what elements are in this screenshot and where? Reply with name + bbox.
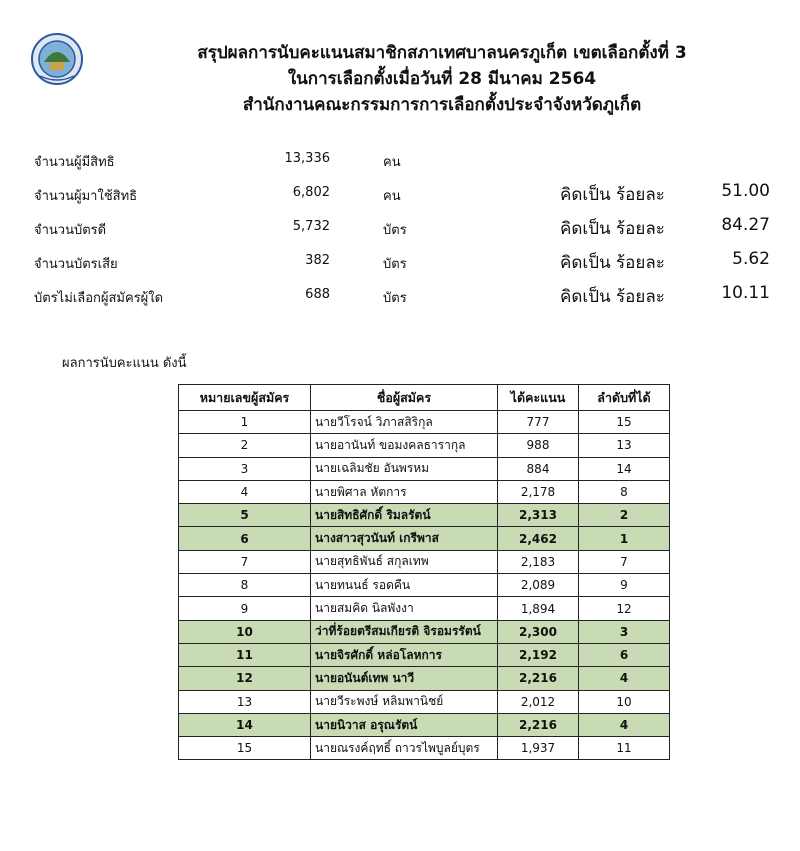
stat-value: 688 [305, 287, 330, 302]
summary-stats [0, 145, 800, 315]
cell-candidate-name: นายจิรศักดิ์ หล่อโลหการ [311, 643, 498, 666]
stat-percent-label: คิดเป็น ร้อยละ [560, 253, 665, 273]
stat-row-turnout [0, 179, 800, 213]
cell-candidate-number: 1 [179, 411, 311, 434]
table-row [179, 527, 670, 550]
cell-candidate-name: นายทนนธ์ รอดคืน [311, 574, 498, 597]
table-row [179, 434, 670, 457]
stat-label: จำนวนบัตรเสีย [34, 257, 118, 272]
cell-candidate-number: 4 [179, 480, 311, 503]
stat-percent: 84.27 [721, 215, 770, 235]
report-header [92, 40, 792, 118]
stat-value: 382 [305, 253, 330, 268]
cell-votes: 1,894 [498, 597, 579, 620]
cell-candidate-number: 8 [179, 574, 311, 597]
cell-votes: 2,300 [498, 620, 579, 643]
cell-votes: 2,089 [498, 574, 579, 597]
stat-row-no-vote-ballots [0, 281, 800, 315]
table-row [179, 504, 670, 527]
cell-candidate-number: 6 [179, 527, 311, 550]
cell-candidate-number: 9 [179, 597, 311, 620]
cell-votes: 988 [498, 434, 579, 457]
cell-rank: 10 [579, 690, 670, 713]
stat-value: 6,802 [292, 185, 330, 200]
stat-label: จำนวนบัตรดี [34, 223, 107, 238]
stat-unit: บัตร [383, 223, 407, 238]
table-row [179, 550, 670, 573]
municipality-seal-logo [30, 32, 84, 86]
cell-votes: 777 [498, 411, 579, 434]
cell-candidate-name: นายอนันต์เทพ นาวี [311, 667, 498, 690]
cell-candidate-name: นายอานันท์ ขอมงคลธารากุล [311, 434, 498, 457]
cell-rank: 13 [579, 434, 670, 457]
stat-label: จำนวนผู้มีสิทธิ [34, 155, 115, 170]
cell-votes: 884 [498, 457, 579, 480]
stat-unit: คน [383, 189, 401, 204]
cell-votes: 2,216 [498, 713, 579, 736]
column-header-rank: ลำดับที่ได้ [579, 385, 670, 411]
cell-candidate-number: 15 [179, 737, 311, 760]
cell-candidate-name: นายสิทธิศักดิ์ ริมลรัตน์ [311, 504, 498, 527]
table-row [179, 690, 670, 713]
cell-rank: 15 [579, 411, 670, 434]
stat-unit: คน [383, 155, 401, 170]
cell-candidate-name: นายเฉลิมชัย อันพรหม [311, 457, 498, 480]
stat-value: 5,732 [292, 219, 330, 234]
cell-rank: 1 [579, 527, 670, 550]
cell-rank: 4 [579, 713, 670, 736]
column-header-candidate-name: ชื่อผู้สมัคร [311, 385, 498, 411]
table-row [179, 713, 670, 736]
stat-value: 13,336 [284, 151, 330, 166]
cell-candidate-number: 7 [179, 550, 311, 573]
cell-candidate-name: นายนิวาส อรุณรัตน์ [311, 713, 498, 736]
table-row [179, 574, 670, 597]
table-row [179, 620, 670, 643]
cell-votes: 2,012 [498, 690, 579, 713]
cell-rank: 3 [579, 620, 670, 643]
cell-candidate-name: ว่าที่ร้อยตรีสมเกียรติ จิรอมรรัตน์ [311, 620, 498, 643]
results-title: ผลการนับคะแนน ดังนี้ [62, 356, 187, 371]
cell-candidate-number: 10 [179, 620, 311, 643]
cell-candidate-name: นายณรงค์ฤทธิ์ ถาวรไพบูลย์บุตร [311, 737, 498, 760]
results-table [178, 384, 670, 760]
results-table-body [179, 411, 670, 760]
header-title: สรุปผลการนับคะแนนสมาชิกสภาเทศบาลนครภูเก็ต เขตเลือกตั้งที่ 3 [197, 43, 687, 63]
column-header-candidate-number: หมายเลขผู้สมัคร [179, 385, 311, 411]
cell-votes: 2,313 [498, 504, 579, 527]
column-header-votes: ได้คะแนน [498, 385, 579, 411]
cell-candidate-number: 5 [179, 504, 311, 527]
stat-percent: 10.11 [721, 283, 770, 303]
stat-row-eligible-voters [0, 145, 800, 179]
stat-label: จำนวนผู้มาใช้สิทธิ [34, 189, 138, 204]
header-office: สำนักงานคณะกรรมการการเลือกตั้งประจำจังหวัดภูเก็ต [242, 95, 642, 115]
cell-candidate-name: นายวีโรจน์ วิภาสสิริกุล [311, 411, 498, 434]
cell-votes: 2,183 [498, 550, 579, 573]
cell-rank: 9 [579, 574, 670, 597]
table-row [179, 480, 670, 503]
table-row [179, 667, 670, 690]
cell-votes: 2,178 [498, 480, 579, 503]
cell-rank: 14 [579, 457, 670, 480]
cell-candidate-number: 14 [179, 713, 311, 736]
stat-label: บัตรไม่เลือกผู้สมัครผู้ใด [34, 291, 164, 306]
stat-row-valid-ballots [0, 213, 800, 247]
cell-rank: 7 [579, 550, 670, 573]
cell-votes: 2,216 [498, 667, 579, 690]
cell-votes: 2,192 [498, 643, 579, 666]
table-row [179, 643, 670, 666]
table-row [179, 457, 670, 480]
stat-percent: 5.62 [732, 249, 770, 269]
cell-rank: 11 [579, 737, 670, 760]
cell-rank: 4 [579, 667, 670, 690]
table-row [179, 597, 670, 620]
cell-candidate-name: นางสาวสุวนันท์ เกรีพาส [311, 527, 498, 550]
stat-row-invalid-ballots [0, 247, 800, 281]
cell-candidate-number: 11 [179, 643, 311, 666]
stat-percent: 51.00 [721, 181, 770, 201]
cell-candidate-name: นายสมคิด นิลพังงา [311, 597, 498, 620]
stat-percent-label: คิดเป็น ร้อยละ [560, 185, 665, 205]
header-election-date: ในการเลือกตั้งเมื่อวันที่ 28 มีนาคม 2564 [287, 69, 597, 89]
cell-votes: 2,462 [498, 527, 579, 550]
cell-candidate-number: 2 [179, 434, 311, 457]
table-row [179, 411, 670, 434]
cell-votes: 1,937 [498, 737, 579, 760]
cell-candidate-number: 3 [179, 457, 311, 480]
table-row [179, 737, 670, 760]
cell-rank: 12 [579, 597, 670, 620]
cell-candidate-number: 13 [179, 690, 311, 713]
stat-percent-label: คิดเป็น ร้อยละ [560, 219, 665, 239]
cell-candidate-number: 12 [179, 667, 311, 690]
cell-rank: 6 [579, 643, 670, 666]
cell-candidate-name: นายสุทธิพันธ์ สกุลเทพ [311, 550, 498, 573]
cell-candidate-name: นายพิศาล หัตการ [311, 480, 498, 503]
cell-rank: 2 [579, 504, 670, 527]
stat-unit: บัตร [383, 257, 407, 272]
cell-candidate-name: นายวีระพงษ์ หลิมพานิชย์ [311, 690, 498, 713]
cell-rank: 8 [579, 480, 670, 503]
table-header-row [179, 385, 670, 411]
stat-unit: บัตร [383, 291, 407, 306]
stat-percent-label: คิดเป็น ร้อยละ [560, 287, 665, 307]
